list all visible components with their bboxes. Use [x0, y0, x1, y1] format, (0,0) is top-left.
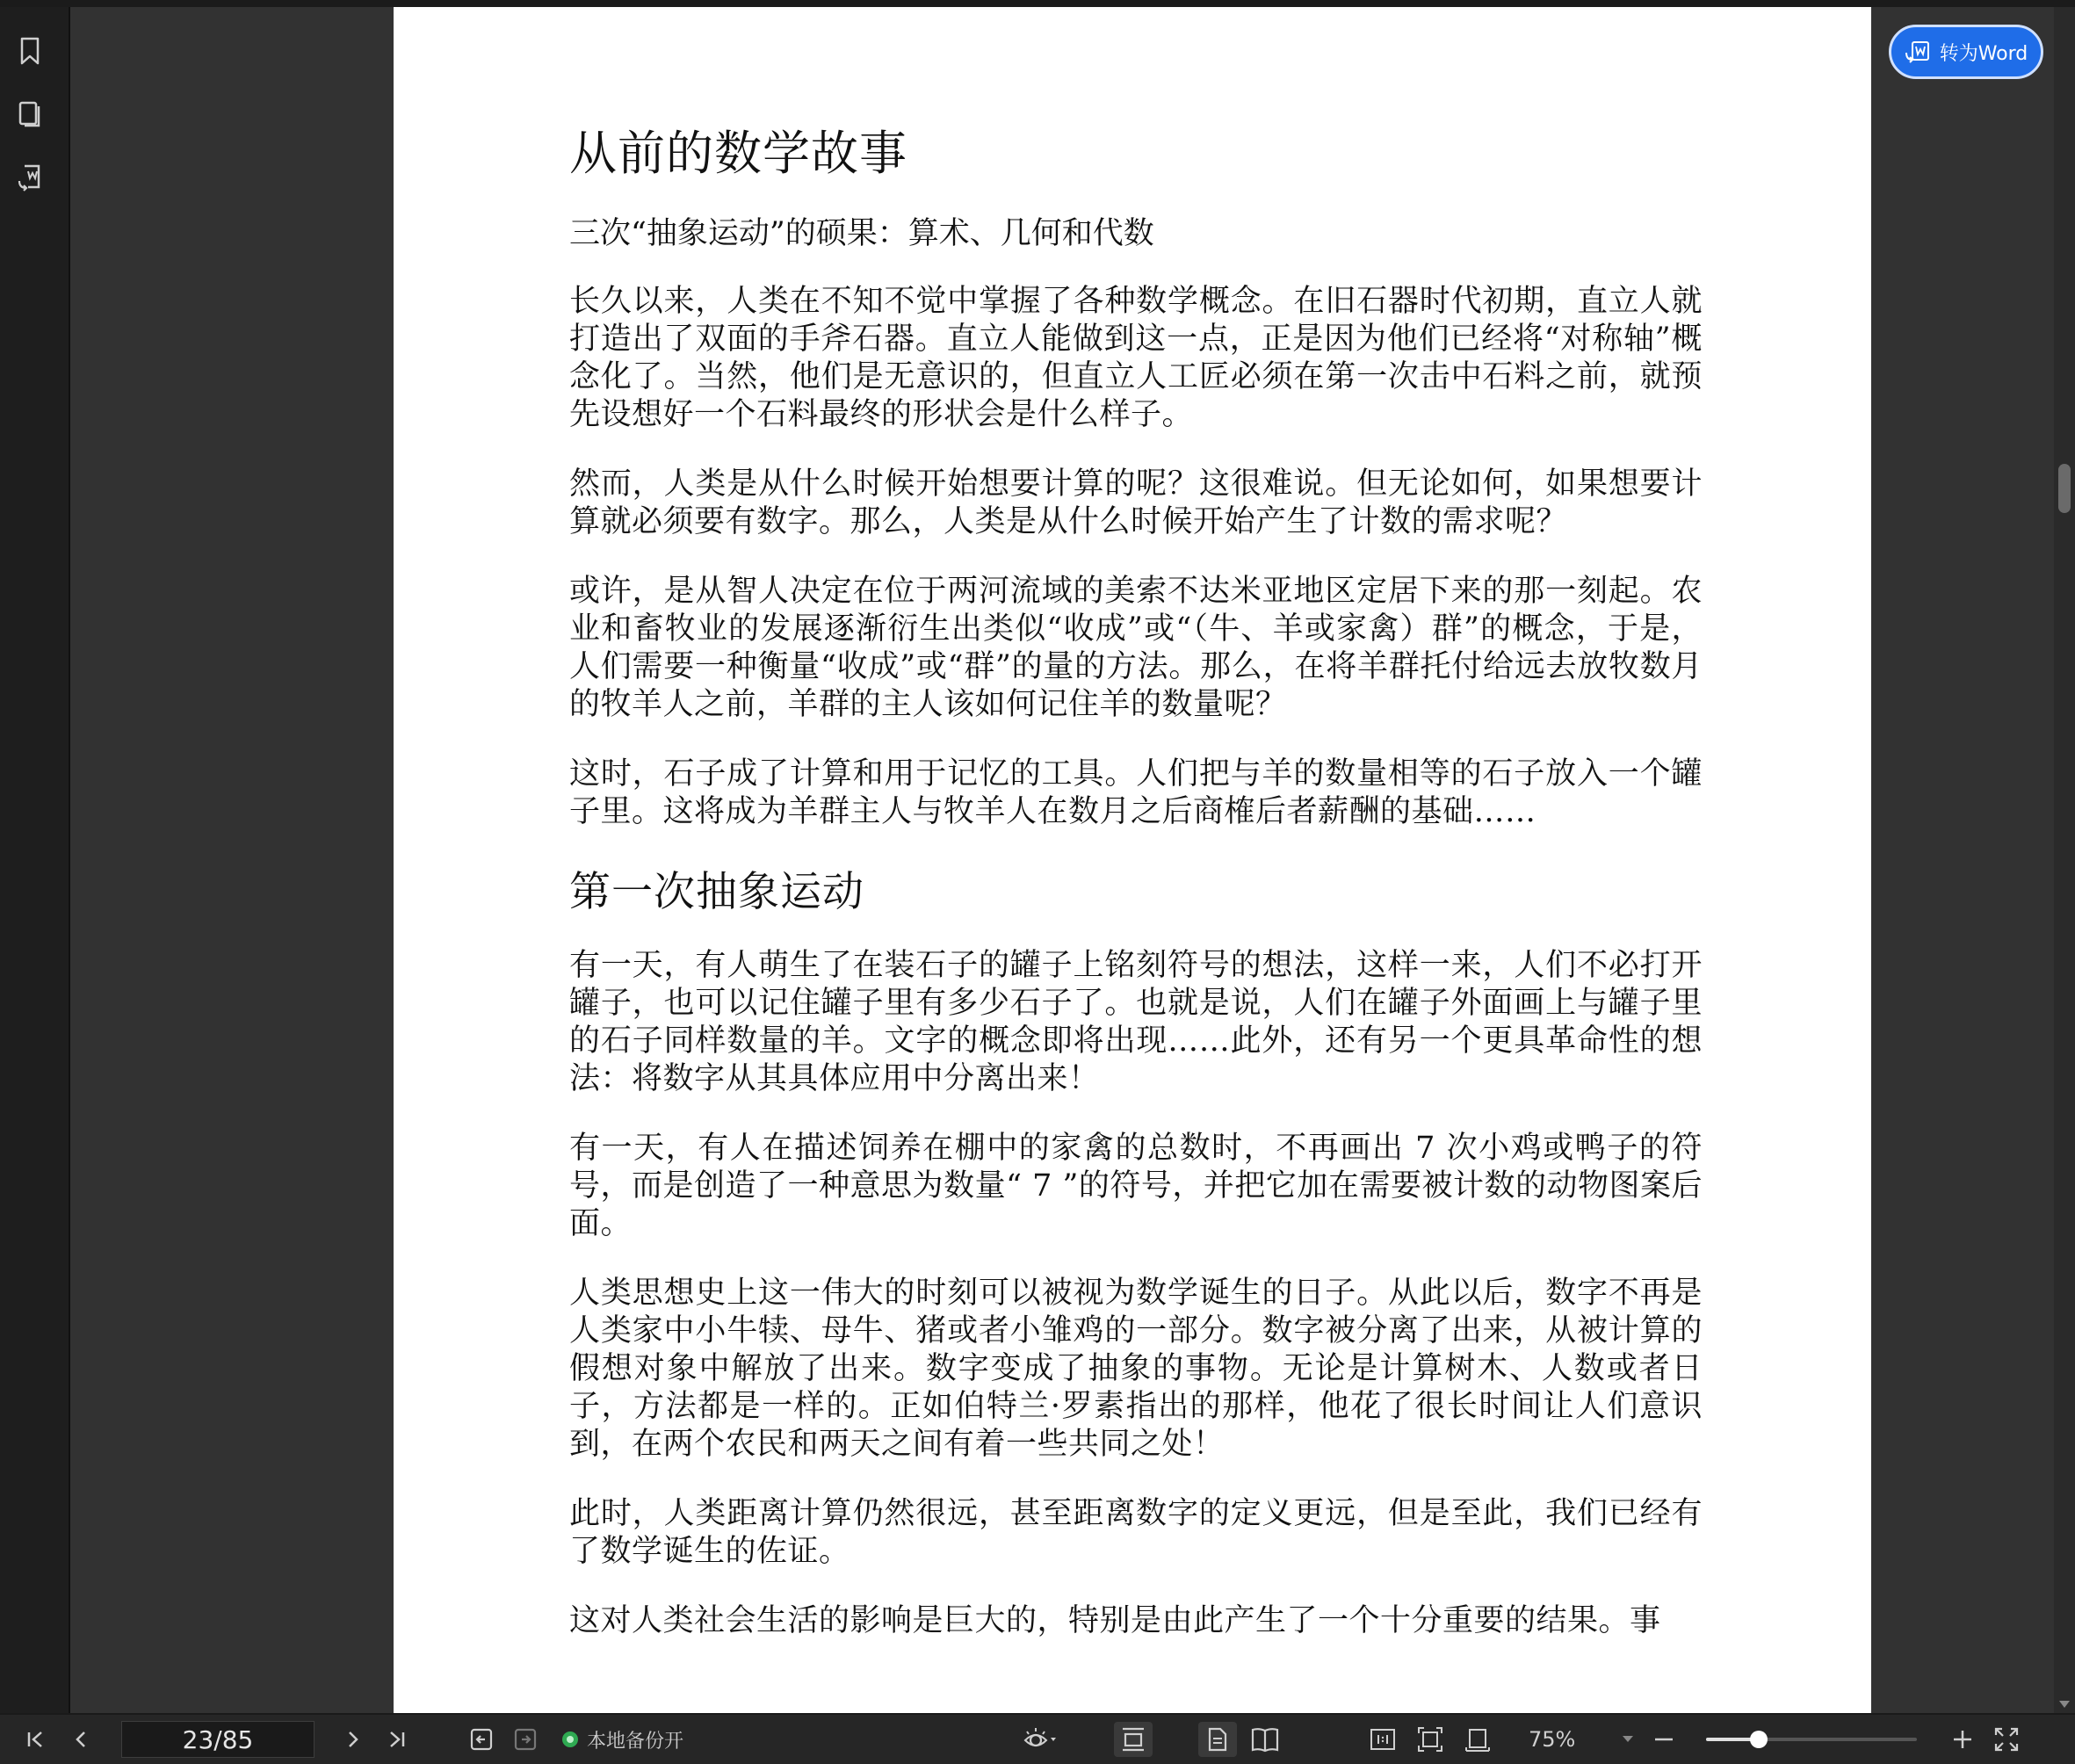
scroll-down-arrow-icon[interactable]: [2059, 1701, 2070, 1708]
prev-page-icon[interactable]: [63, 1722, 98, 1757]
top-edge: [0, 0, 2075, 7]
convert-to-word-button[interactable]: [1889, 25, 2043, 79]
fit-width-icon[interactable]: [1458, 1722, 1497, 1757]
zoom-out-icon[interactable]: [1646, 1722, 1681, 1757]
scroll-thumb[interactable]: [2058, 464, 2071, 513]
section-title: 第一次抽象运动: [569, 868, 864, 916]
left-sidebar: [0, 7, 70, 1713]
convert-icon[interactable]: [12, 160, 47, 195]
page-number-input[interactable]: 23/85: [121, 1721, 315, 1758]
paragraph: 长久以来，人类在不知不觉中掌握了各种数学概念。在旧石器时代初期，直立人就打造出了双面的手斧石器。直立人能做到这一点，正是因为他们已经将“对称轴”概念化了。当然，他们是无意识的，但直立人工匠必须在第一次击中石料之前，就预先设想好一个石料最终的形状会是什么样子。: [569, 284, 1703, 432]
fit-page-icon[interactable]: [1411, 1722, 1450, 1757]
zoom-in-icon[interactable]: [1945, 1722, 1980, 1757]
paragraph: 这对人类社会生活的影响是巨大的，特别是由此产生了一个十分重要的结果。事: [569, 1603, 1661, 1638]
eye-care-icon[interactable]: [1017, 1722, 1061, 1757]
paragraph: 这时，石子成了计算和用于记忆的工具。人们把与羊的数量相等的石子放入一个罐子里。这将成为羊群主人与牧羊人在数月之后商榷后者薪酬的基础……: [569, 756, 1703, 829]
bottom-toolbar: [0, 1713, 2075, 1764]
forward-icon[interactable]: [508, 1722, 543, 1757]
word-icon: [1905, 40, 1931, 63]
paragraph: 或许，是从智人决定在位于两河流域的美索不达米亚地区定居下来的那一刻起。农业和畜牧业的发展逐渐衍生出类似“收成”或“（牛、羊或家禽）群”的概念，于是，人们需要一种衡量“收成”或“群”的量的方法。那么，在将羊群托付给远去放牧数月的牧羊人之前，羊群的主人该如何记住羊的数量呢？: [569, 574, 1703, 722]
zoom-value[interactable]: 75%: [1529, 1727, 1576, 1752]
paragraph: 人类思想史上这一伟大的时刻可以被视为数学诞生的日子。从此以后，数字不再是人类家中小牛犊、母牛、猪或者小雏鸡的一部分。数字被分离了出来，从被计算的假想对象中解放了出来。数字变成了抽象的事物。无论是计算树木、人数或者日子，方法都是一样的。正如伯特兰·罗素指出的那样，他花了很长时间让人们意识到，在两个农民和两天之间有着一些共同之处！: [569, 1276, 1703, 1462]
page-content: [569, 121, 1703, 1672]
thumbnails-icon[interactable]: [12, 97, 47, 132]
convert-to-word-label: 转为Word: [1939, 42, 2028, 65]
document-viewer[interactable]: [70, 7, 2054, 1713]
zoom-slider[interactable]: [1706, 1738, 1917, 1741]
continuous-scroll-icon[interactable]: [1114, 1722, 1153, 1757]
paragraph: 有一天，有人萌生了在装石子的罐子上铭刻符号的想法，这样一来，人们不必打开罐子，也可以记住罐子里有多少石子了。也就是说，人们在罐子外面画上与罐子里的石子同样数量的羊。文字的概念即将出现……此外，还有另一个更具革命性的想法：将数字从其具体应用中分离出来！: [569, 948, 1703, 1096]
doc-subtitle: 三次“抽象运动”的硕果：算术、几何和代数: [569, 216, 1154, 251]
actual-size-icon[interactable]: [1363, 1722, 1402, 1757]
paragraph: 此时，人类距离计算仍然很远，甚至距离数字的定义更远，但是至此，我们已经有了数学诞生的佐证。: [569, 1496, 1703, 1569]
next-page-icon[interactable]: [336, 1722, 371, 1757]
paragraph: 有一天，有人在描述饲养在棚中的家禽的总数时，不再画出 7 次小鸡或鸭子的符号，而是创造了一种意思为数量“ 7 ”的符号，并把它加在需要被计数的动物图案后面。: [569, 1131, 1703, 1241]
local-backup-toggle[interactable]: [562, 1722, 683, 1757]
backup-label: 本地备份开: [587, 1730, 684, 1753]
single-page-icon[interactable]: [1198, 1722, 1237, 1757]
bookmark-icon[interactable]: [12, 33, 47, 69]
zoom-dropdown-icon[interactable]: [1615, 1722, 1641, 1757]
paragraph: 然而，人类是从什么时候开始想要计算的呢？这很难说。但无论如何，如果想要计算就必须要有数字。那么，人类是从什么时候开始产生了计数的需求呢？: [569, 466, 1703, 539]
zoom-slider-knob[interactable]: [1750, 1731, 1768, 1748]
backup-status-icon: [562, 1731, 578, 1747]
doc-title: 从前的数学故事: [569, 126, 907, 181]
back-icon[interactable]: [464, 1722, 499, 1757]
last-page-icon[interactable]: [380, 1722, 415, 1757]
document-page: [394, 7, 1871, 1713]
fullscreen-icon[interactable]: [1989, 1722, 2024, 1757]
first-page-icon[interactable]: [18, 1722, 53, 1757]
two-page-icon[interactable]: [1246, 1722, 1284, 1757]
vertical-scrollbar[interactable]: [2054, 7, 2075, 1713]
